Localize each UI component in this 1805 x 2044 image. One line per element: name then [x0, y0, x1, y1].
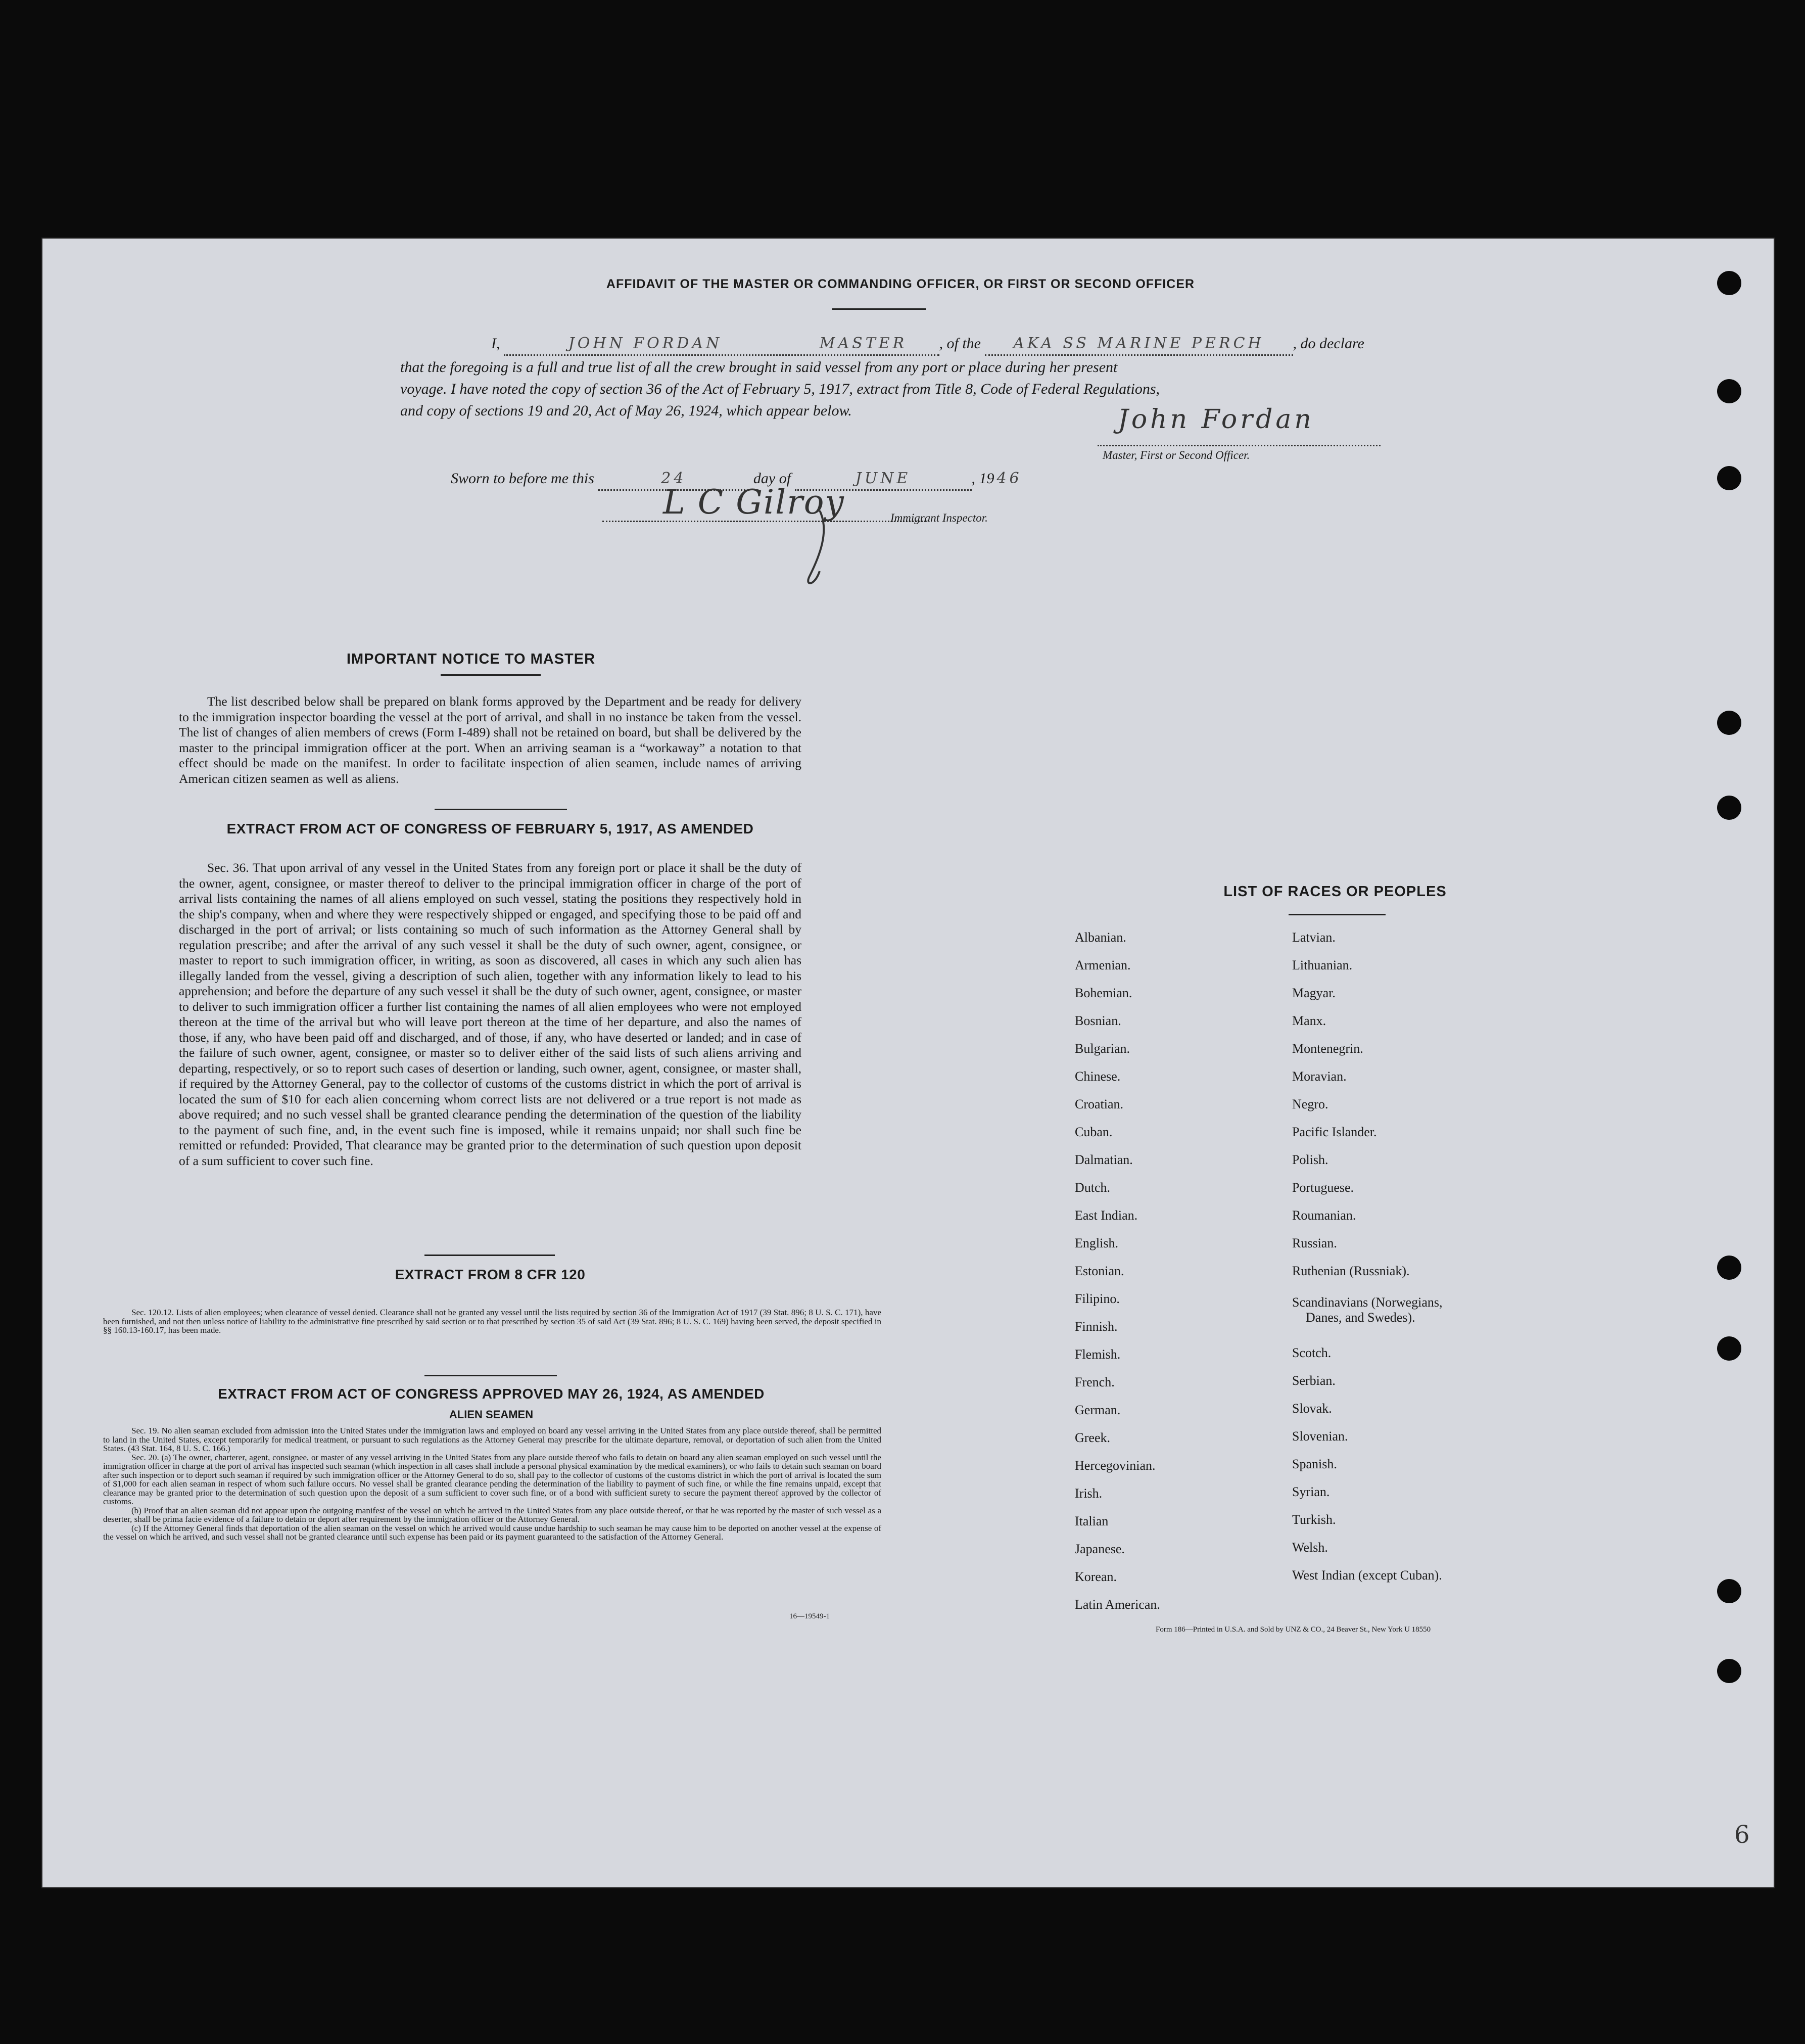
act-1917-text	[179, 860, 801, 1169]
notice-paragraph: The list described below shall be prepared on blank forms approved by the Department and be ready for delivery to the immigration inspector boarding the vessel at the port of arrival, and shall in no instance be taken from the vessel. The list of changes of alien members of crews (Form I-489) shall not be retained on board, but shall be delivered by the master to the principal immigration officer at the port. When an arriving seaman is a “workaway” a notation to that effect should be made on the manifest. In order to facilitate inspection of alien seamen, include names of arriving American citizen seamen as well as aliens.	[179, 694, 801, 786]
race-item: Manx.	[1292, 1013, 1326, 1028]
race-item: Pacific Islander.	[1292, 1125, 1377, 1139]
race-item: Negro.	[1292, 1097, 1328, 1111]
race-item: Dalmatian.	[1075, 1152, 1133, 1167]
race-item: West Indian (except Cuban).	[1292, 1568, 1442, 1583]
sworn-line	[400, 468, 1406, 491]
races-title: LIST OF RACES OR PEOPLES	[1223, 884, 1447, 900]
declaration-line-1	[400, 333, 1406, 356]
race-item: English.	[1075, 1236, 1118, 1250]
race-item: French.	[1075, 1375, 1115, 1389]
page-mark: 6	[1734, 1821, 1753, 1849]
declaration-prefix: I,	[491, 335, 500, 352]
rank-field: MASTER	[788, 333, 939, 356]
year-prefix: , 19	[971, 470, 994, 487]
punch-hole	[1717, 271, 1741, 295]
sworn-month-field: JUNE	[795, 468, 972, 491]
race-item: Ruthenian (Russniak).	[1292, 1264, 1410, 1278]
act-1924-title: EXTRACT FROM ACT OF CONGRESS APPROVED MAY 26, 1924, AS AMENDED	[218, 1386, 765, 1402]
race-item: Spanish.	[1292, 1457, 1337, 1471]
race-item: Turkish.	[1292, 1512, 1336, 1527]
act-1924-text	[103, 1426, 881, 1542]
sec-20b-paragraph: (b) Proof that an alien seaman did not appear upon the outgoing manifest of the vessel on which he arrived in the United States from any place outside thereof, or that he was reported by the master of such vessel as a deserter, shall be prima facie evidence of a failure to detain or deport after requirement by the immigration officer or the Attorney General.	[103, 1505, 881, 1524]
race-item: Latin American.	[1075, 1597, 1160, 1612]
document-page	[41, 238, 1775, 1888]
race-item: Polish.	[1292, 1152, 1328, 1167]
act-1924-subtitle: ALIEN SEAMEN	[449, 1408, 534, 1421]
race-item: Scandinavians (Norwegians,	[1292, 1295, 1443, 1310]
race-item: Flemish.	[1075, 1347, 1121, 1362]
declaration-line-2: that the foregoing is a full and true list of all the crew brought in said vessel from any port or place during her present	[400, 359, 1118, 376]
sworn-year-field: 46	[996, 470, 1022, 487]
race-item: Cuban.	[1075, 1125, 1113, 1139]
signature-flourish	[789, 510, 850, 591]
race-item: Moravian.	[1292, 1069, 1347, 1084]
punch-hole	[1717, 1659, 1741, 1683]
sworn-prefix: Sworn to before me this	[451, 470, 594, 487]
race-item: Italian	[1075, 1514, 1109, 1528]
punch-hole	[1717, 466, 1741, 490]
cfr-text	[103, 1308, 881, 1335]
inspector-signature: L C Gilroy	[663, 483, 845, 522]
race-item: Hercegovinian.	[1075, 1458, 1156, 1473]
race-item: Welsh.	[1292, 1540, 1328, 1555]
race-item: Greek.	[1075, 1430, 1111, 1445]
races-divider	[1289, 914, 1386, 915]
notice-title: IMPORTANT NOTICE TO MASTER	[346, 651, 596, 667]
declaration-line-3: voyage. I have noted the copy of section 36 of the Act of February 5, 1917, extract from Title 8, Code of Federal Regulations,	[400, 381, 1160, 397]
race-item: Serbian.	[1292, 1373, 1336, 1388]
race-item: Lithuanian.	[1292, 958, 1353, 972]
race-item: East Indian.	[1075, 1208, 1138, 1223]
sworn-day-field: 24	[598, 468, 749, 491]
race-item: Filipino.	[1075, 1291, 1120, 1306]
race-item: Syrian.	[1292, 1484, 1330, 1499]
declaration-line-4: and copy of sections 19 and 20, Act of May 26, 1924, which appear below.	[400, 402, 852, 419]
day-of-text: day of	[753, 470, 791, 487]
race-item: Roumanian.	[1292, 1208, 1356, 1223]
race-item: Slovenian.	[1292, 1429, 1348, 1444]
race-item: Latvian.	[1292, 930, 1336, 945]
race-item: Japanese.	[1075, 1542, 1125, 1556]
race-item: German.	[1075, 1403, 1121, 1417]
master-signature: John Fordan	[1118, 404, 1314, 435]
race-item: Korean.	[1075, 1569, 1117, 1584]
cfr-paragraph: Sec. 120.12. Lists of alien employees; when clearance of vessel denied. Clearance shall not be granted any vessel until the lists required by section 36 of the Immigration Act of 1917 (39 Stat. 896; 8 U. S. C. 171), have been furnished, and not then unless notice of liability to the administrative fine prescribed by said section or to that prescribed by section 35 of said Act (39 Stat. 896; 8 U. S. C. 169) having been served, the deposit specified in §§ 160.13-160.17, has been made.	[103, 1308, 881, 1335]
punch-hole	[1717, 379, 1741, 403]
punch-hole	[1717, 1336, 1741, 1361]
race-item: Magyar.	[1292, 986, 1336, 1000]
section-divider	[424, 1255, 555, 1256]
notice-text	[179, 694, 801, 786]
race-item: Bulgarian.	[1075, 1041, 1130, 1056]
race-item: Portuguese.	[1292, 1180, 1354, 1195]
section-divider	[424, 1375, 557, 1376]
act-1917-title: EXTRACT FROM ACT OF CONGRESS OF FEBRUARY 5, 1917, AS AMENDED	[226, 821, 754, 837]
race-item: Danes, and Swedes).	[1306, 1310, 1415, 1325]
race-item: Armenian.	[1075, 958, 1131, 972]
race-item: Slovak.	[1292, 1401, 1332, 1416]
punch-hole	[1717, 1579, 1741, 1603]
of-the-text: , of the	[939, 335, 981, 352]
punch-hole	[1717, 1256, 1741, 1280]
affidavit-title: AFFIDAVIT OF THE MASTER OR COMMANDING OFFICER, OR FIRST OR SECOND OFFICER	[606, 277, 1195, 291]
race-item: Albanian.	[1075, 930, 1126, 945]
race-item: Dutch.	[1075, 1180, 1111, 1195]
race-item: Croatian.	[1075, 1097, 1124, 1111]
do-declare-text: , do declare	[1293, 335, 1364, 352]
race-item: Chinese.	[1075, 1069, 1121, 1084]
race-item: Finnish.	[1075, 1319, 1118, 1334]
form-printer-note: Form 186—Printed in U.S.A. and Sold by UNZ & CO., 24 Beaver St., New York U 18550	[1156, 1625, 1431, 1634]
race-item: Bosnian.	[1075, 1013, 1121, 1028]
race-item: Russian.	[1292, 1236, 1337, 1250]
inspector-signature-line	[602, 521, 926, 522]
cfr-title: EXTRACT FROM 8 CFR 120	[395, 1267, 586, 1282]
race-item: Montenegrin.	[1292, 1041, 1363, 1056]
sec-20c-paragraph: (c) If the Attorney General finds that deportation of the alien seaman on the vessel on which he arrived would cause undue hardship to such seaman he may cause him to be deported on another vessel at the expense of the vessel on which he arrived, and such vessel shall not be granted clearance until such expense has been paid or its payment guaranteed to the satisfaction of the Attorney General.	[103, 1523, 881, 1542]
master-name-field: JOHN FORDAN	[504, 333, 787, 356]
section-divider	[435, 809, 567, 810]
sec-19-paragraph: Sec. 19. No alien seaman excluded from admission into the United States under the immigration laws and employed on board any vessel arriving in the United States from any place outside thereof, shall be permitted to land in the United States, except temporarily for medical treatment, or pursuant to such regulations as the Attorney General may prescribe for the ultimate departure, removal, or deportation of such alien from the United States. (43 Stat. 164, 8 U. S. C. 166.)	[103, 1426, 881, 1453]
race-item: Estonian.	[1075, 1264, 1124, 1278]
title-divider	[832, 308, 926, 310]
notice-divider	[441, 674, 541, 676]
race-item: Scotch.	[1292, 1345, 1332, 1360]
vessel-name-field: AKA SS MARINE PERCH	[985, 333, 1293, 356]
master-signature-label: Master, First or Second Officer.	[1103, 449, 1250, 461]
race-item: Bohemian.	[1075, 986, 1132, 1000]
form-code: 16—19549-1	[789, 1612, 830, 1620]
sec-20a-paragraph: Sec. 20. (a) The owner, charterer, agent, consignee, or master of any vessel arriving in the United States from any place outside thereof who fails to detain on board any alien seaman employed on such vessel until the immigration officer in charge at the port of arrival has inspected such seaman (which inspection in all cases shall include a personal physical examination by the medical examiners), or who fails to detain such seaman on board after such inspection or to deport such seaman if required by such immigration officer or the Attorney General to do so, shall pay to the collector of customs of the customs district in which the port of arrival is located the sum of $1,000 for each alien seaman in respect of whom such failure occurs. No vessel shall be granted clearance pending the determination of the liability to payment of such fine, or while the fine remains unpaid, except that clearance may be granted prior to the determination of such question upon the deposit of a sum sufficient to cover such fine, or of a bond with sufficient surety to secure the payment thereof approved by the collector of customs.	[103, 1452, 881, 1506]
section-36-paragraph: Sec. 36. That upon arrival of any vessel in the United States from any foreign port or place it shall be the duty of the owner, agent, consignee, or master thereof to deliver to the principal immigration officer in charge of the port of arrival lists containing the names of all aliens employed on such vessel, stating the positions they respectively hold in the ship's company, when and where they were respectively shipped or engaged, and specifying those to be paid off and discharged in the port of arrival; or lists containing so much of such information as the Attorney General shall by regulation prescribe; and after the arrival of any such vessel it shall be the duty of such owner, agent, consignee, or master to report to such immigration officer, in writing, as soon as discovered, all cases in which any such alien has illegally landed from the vessel, giving a description of such alien, together with any information likely to lead to his apprehension; and before the departure of any such vessel it shall be the duty of such owner, agent, consignee, or master to deliver to such immigration officer a further list containing the names of all alien employees who were not employed thereon at the time of the arrival but who will leave port thereon at the time of her departure, and also the names of those, if any, who have been paid off and discharged, and of those, if any, who have deserted or landed; and in case of the failure of such owner, agent, consignee, or master so to deliver either of the said lists of such aliens arriving and departing, respectively, or so to report such cases of desertion or landing, such owner, agent, consignee, or master shall, if required by the Attorney General, pay to the collector of customs of the customs district in which the port of arrival is located the sum of $10 for each alien concerning whom correct lists are not delivered or a true report is not made as above required; and no such vessel shall be granted clearance pending the determination of the question of the liability to the payment of such fine, and, in the event such fine is imposed, while it remains unpaid; nor shall such fine be remitted or refunded: Provided, That clearance may be granted prior to the determination of such question upon deposit of a sum sufficient to cover such fine.	[179, 860, 801, 1168]
race-item: Irish.	[1075, 1486, 1103, 1501]
master-signature-line	[1098, 445, 1381, 446]
punch-hole	[1717, 711, 1741, 735]
inspector-label: Immigrant Inspector.	[890, 512, 988, 524]
punch-hole	[1717, 796, 1741, 820]
